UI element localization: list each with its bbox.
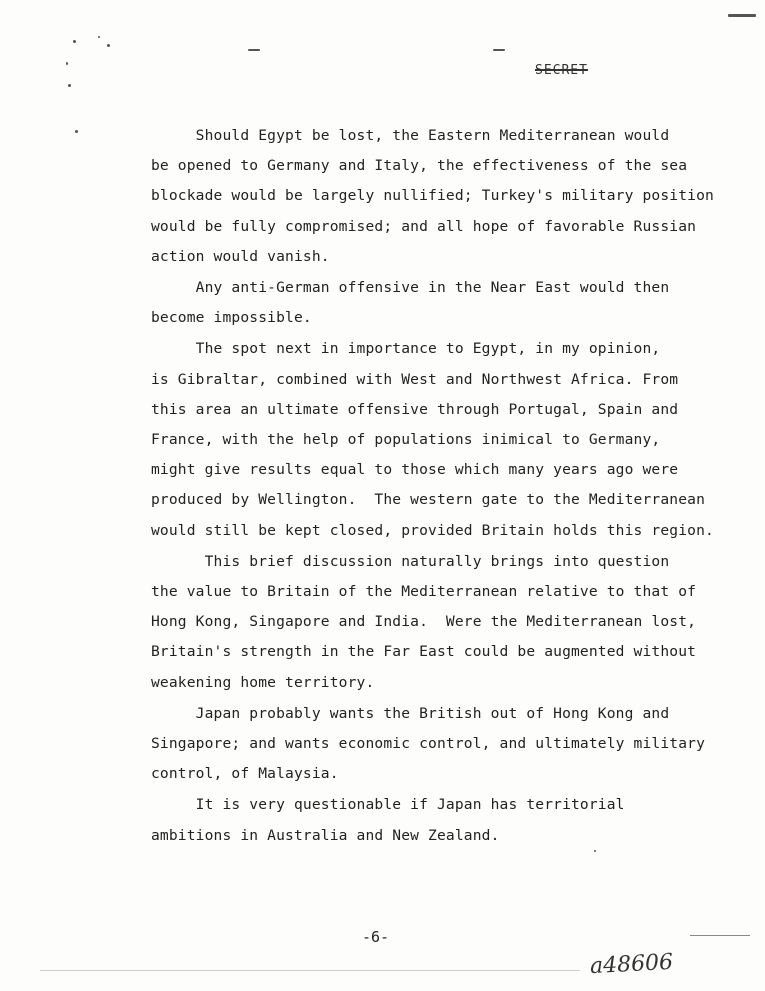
scan-speck: [248, 49, 260, 51]
text-line: become impossible.: [151, 309, 312, 327]
text-line: Japan probably wants the British out of Hong Kong and: [151, 704, 670, 722]
text-line: would still be kept closed, provided Britain holds this region.: [151, 521, 714, 539]
text-line: Any anti-German offensive in the Near East would then: [151, 279, 670, 297]
text-line: might give results equal to those which many years ago were: [151, 461, 679, 479]
text-line: is Gibraltar, combined with West and Northwest Africa. From: [151, 370, 679, 388]
scan-edge-line: [40, 970, 580, 971]
text-line: Singapore; and wants economic control, and ultimately military: [151, 735, 706, 753]
scan-speck: [98, 36, 100, 38]
scan-speck: [75, 130, 78, 133]
scan-speck: [73, 40, 76, 43]
text-line: be opened to Germany and Italy, the effectiveness of the sea: [151, 157, 688, 175]
paragraph: [151, 547, 721, 698]
scan-speck: [66, 62, 68, 65]
text-line: It is very questionable if Japan has territorial: [151, 796, 625, 814]
paragraph: [151, 273, 721, 333]
paragraph: [151, 699, 721, 790]
scan-speck: [107, 44, 110, 47]
text-line: The spot next in importance to Egypt, in my opinion,: [151, 340, 661, 358]
text-line: Hong Kong, Singapore and India. Were the Mediterranean lost,: [151, 613, 697, 631]
text-line: produced by Wellington. The western gate to the Mediterranean: [151, 491, 706, 509]
text-line: action would vanish.: [151, 247, 330, 265]
scan-speck: [68, 84, 71, 87]
scan-speck: [728, 14, 756, 17]
text-line: Britain's strength in the Far East could be augmented without: [151, 643, 697, 661]
page-number-text: -6-: [361, 928, 390, 946]
security-marking: SECRET: [535, 63, 588, 78]
text-line: blockade would be largely nullified; Turkey's military position: [151, 187, 714, 205]
paragraph: [151, 334, 721, 545]
handwritten-document-id: a48606: [589, 949, 674, 980]
text-line: This brief discussion naturally brings into question: [151, 552, 670, 570]
paragraph: [151, 790, 721, 850]
text-line: the value to Britain of the Mediterranean relative to that of: [151, 583, 697, 601]
scan-speck: [493, 49, 505, 51]
paragraph: [151, 121, 721, 272]
text-line: weakening home territory.: [151, 673, 375, 691]
text-line: Should Egypt be lost, the Eastern Mediterranean would: [151, 127, 670, 144]
body-text: [151, 121, 721, 851]
text-line: this area an ultimate offensive through Portugal, Spain and: [151, 400, 679, 418]
text-line: France, with the help of populations inimical to Germany,: [151, 431, 661, 449]
text-line: ambitions in Australia and New Zealand.: [151, 826, 500, 844]
page-number: [0, 928, 765, 946]
text-line: control, of Malaysia.: [151, 765, 339, 783]
text-line: would be fully compromised; and all hope of favorable Russian: [151, 217, 697, 235]
